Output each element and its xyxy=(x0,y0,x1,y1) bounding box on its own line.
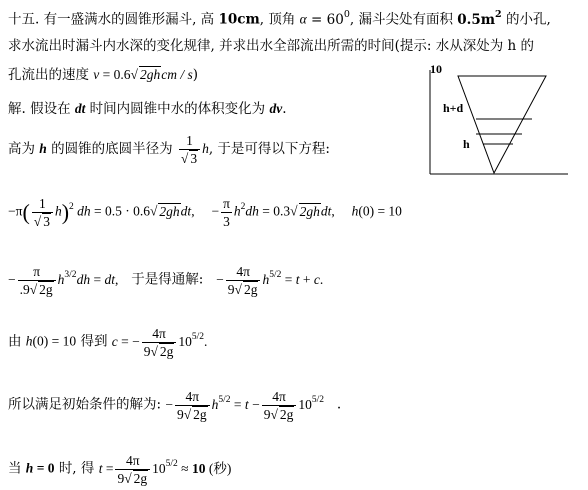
label-hd: h+d xyxy=(443,101,464,115)
particular-text: 所以满足初始条件的解为: xyxy=(8,396,162,413)
label-top: 10 xyxy=(430,64,442,76)
velocity-formula: v = 0.6√ 2ghcm / s xyxy=(93,67,193,82)
general-solution-text: 于是得通解: xyxy=(131,271,204,288)
hole-area: $0.5m^2$ xyxy=(457,9,502,28)
constant-text: 由 xyxy=(8,333,22,350)
radius-fraction: $\frac{1}{√ 3}$ xyxy=(179,132,200,167)
cone-outline xyxy=(458,76,546,173)
apex-angle-value: = $60^0$ xyxy=(306,9,350,28)
solution-intro: 解. 假设在 dt 时间内圆锥中水的体积变化为 dv. xyxy=(8,101,287,117)
radius-line: 高为 h 的圆锥的底圆半径为 $\frac{1}{√ 3}$ h, 于是可得以下方程: xyxy=(8,133,330,166)
problem-line-1 xyxy=(8,7,551,29)
problem-text: 孔流出的速度 xyxy=(8,67,89,83)
problem-line-3: 孔流出的速度 v = 0.6√ 2ghcm / s) xyxy=(8,67,198,83)
equation-line: −π( $\frac{1}{√ 3}$ h)$^2$ dh = 0.5 · 0.6√ 2ghdt, − $\frac{\pi}{3}$ $h^2dh = 0.3√$ 2ghdt, h(0) = 10 xyxy=(8,196,402,229)
particular-solution-line: 所以满足初始条件的解为: − $\frac{4\pi}{9√ 2g}$ $h^{5/2} = t$ − $\frac{4\pi}{9√ 2g}$ $10^{5/2}$ . xyxy=(8,389,342,422)
final-text: 时, 得 xyxy=(58,460,95,477)
constant-text: 得到 xyxy=(80,333,108,350)
constant-line: 由 h(0) = 10 得到 c = − $\frac{4\pi}{9√ 2g}$ $10^{5/2}$. xyxy=(8,326,208,359)
problem-text: , 顶角 xyxy=(259,11,296,28)
problem-line-2: 求水流出时漏斗内水深的变化规律, 并求出水全部流出所需的时间(提示: 水从深处为 h 的 xyxy=(8,38,534,54)
problem-text: 十五. 有一盛满水的圆锥形漏斗, 高 xyxy=(8,11,219,28)
problem-text: 的小孔, xyxy=(501,11,551,28)
final-line: 当 h = 0 时, 得 t = $\frac{4\pi}{9√ 2g}$ $10^{5/2} \approx 10$ (秒) xyxy=(8,453,232,486)
cone-diagram xyxy=(408,64,578,184)
height-value: 10cm xyxy=(218,11,260,28)
general-solution-line: − $\frac{\pi}{.9√ 2g}$ $h^{3/2}dh$ = dt, 于是得通解: − $\frac{4\pi}{9√ 2g}$ $h^{5/2} = t + c$. xyxy=(8,264,324,297)
problem-text: , 漏斗尖处有面积 xyxy=(349,11,458,28)
apex-angle: α xyxy=(299,11,307,27)
label-h: h xyxy=(463,137,470,151)
final-text: 当 xyxy=(8,460,22,477)
